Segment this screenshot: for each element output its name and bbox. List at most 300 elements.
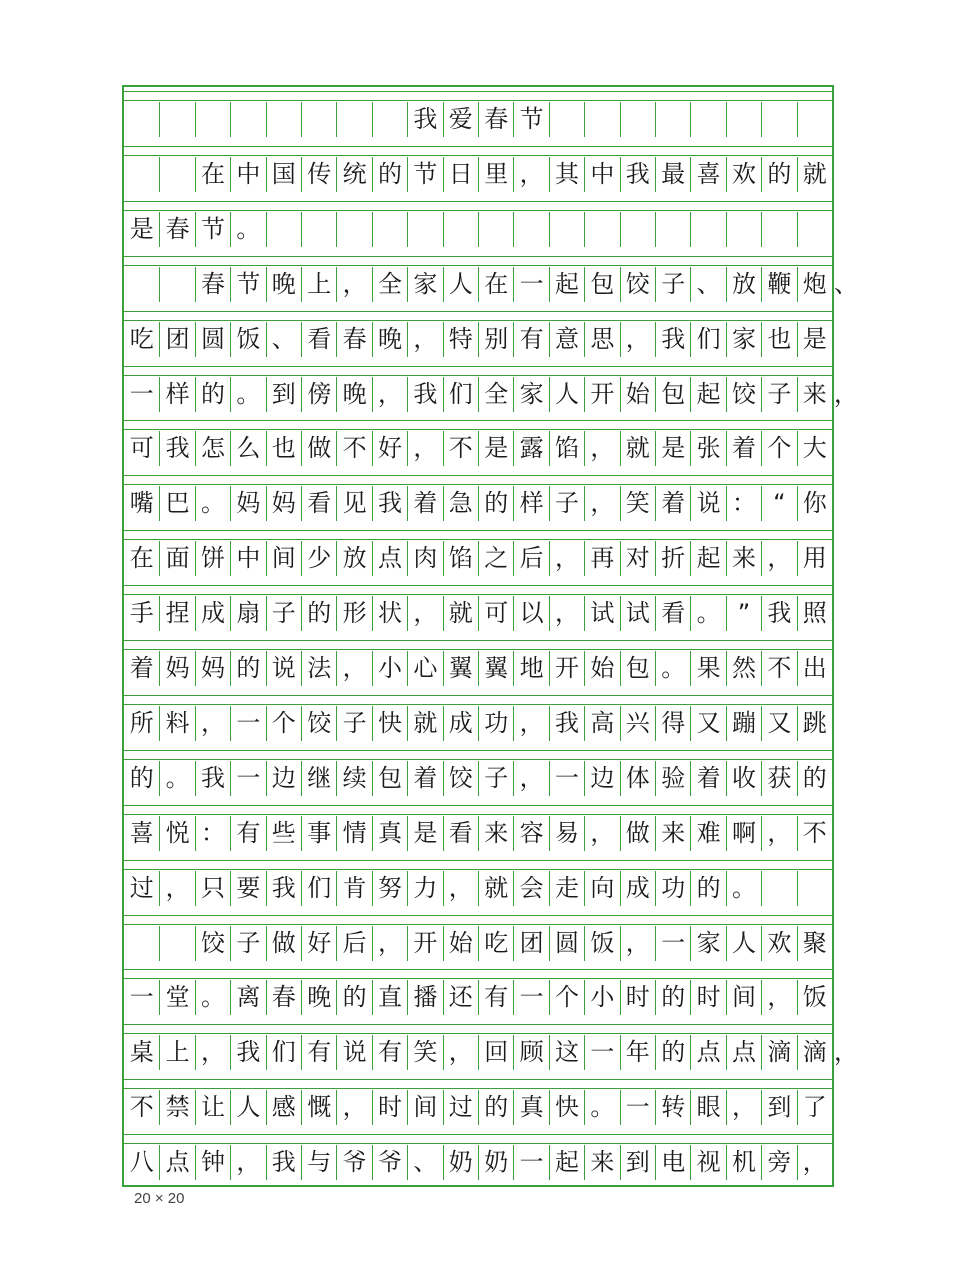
grid-cell: 看 bbox=[301, 322, 336, 357]
grid-cell: 出 bbox=[797, 651, 832, 686]
grid-cell: 张 bbox=[690, 431, 725, 466]
grid-spacer-row bbox=[124, 201, 832, 211]
grid-cell: 有 bbox=[372, 1035, 407, 1070]
grid-cell: 手 bbox=[129, 599, 154, 628]
grid-cell: 是 bbox=[655, 431, 690, 466]
grid-cell: 起 bbox=[690, 541, 725, 576]
grid-cell: ， bbox=[195, 1035, 230, 1070]
grid-cell: ， bbox=[230, 1145, 265, 1180]
grid-cell: 的 bbox=[195, 377, 230, 412]
grid-cell: 果 bbox=[690, 651, 725, 686]
grid-cell: 快 bbox=[549, 1090, 584, 1125]
grid-cell: ， bbox=[584, 816, 619, 851]
grid-cell: 力 bbox=[407, 871, 442, 906]
grid-cell: 怎 bbox=[195, 431, 230, 466]
grid-cell: 好 bbox=[372, 431, 407, 466]
grid-cell: 们 bbox=[443, 377, 478, 412]
grid-cell: 喜 bbox=[690, 157, 725, 192]
grid-cell bbox=[336, 212, 371, 247]
grid-cell: 。 bbox=[195, 980, 230, 1015]
grid-cell: 。 bbox=[726, 871, 761, 906]
grid-cell: 继 bbox=[301, 761, 336, 796]
grid-cell: 大 bbox=[797, 431, 832, 466]
grid-cell: 机 bbox=[726, 1145, 761, 1180]
grid-cell: 鞭 bbox=[761, 267, 796, 302]
grid-cell: 着 bbox=[407, 486, 442, 521]
grid-cell: 上 bbox=[159, 1035, 194, 1070]
grid-text-row bbox=[124, 486, 832, 521]
grid-cell: 爱 bbox=[443, 102, 478, 137]
grid-cell: 节 bbox=[230, 267, 265, 302]
grid-cell: 一 bbox=[513, 980, 548, 1015]
grid-cell: 家 bbox=[407, 267, 442, 302]
grid-cell: 我 bbox=[372, 486, 407, 521]
grid-cell: 翼 bbox=[478, 651, 513, 686]
grid-cell: 悦 bbox=[159, 816, 194, 851]
grid-cell: ” bbox=[726, 596, 761, 631]
grid-cell: 续 bbox=[336, 761, 371, 796]
grid-cell: 起 bbox=[690, 377, 725, 412]
grid-cell: 。 bbox=[230, 377, 265, 412]
grid-cell bbox=[159, 102, 194, 137]
grid-spacer-row bbox=[124, 915, 832, 925]
grid-cell bbox=[620, 212, 655, 247]
grid-cell: 饺 bbox=[443, 761, 478, 796]
grid-spacer-row bbox=[124, 256, 832, 266]
grid-cell: 饭 bbox=[230, 322, 265, 357]
grid-cell: 意 bbox=[549, 322, 584, 357]
grid-cell: 起 bbox=[549, 267, 584, 302]
grid-cell: 点 bbox=[690, 1035, 725, 1070]
grid-cell: 、 bbox=[690, 267, 725, 302]
grid-cell: 离 bbox=[230, 980, 265, 1015]
grid-cell bbox=[620, 102, 655, 137]
grid-cell: 节 bbox=[407, 157, 442, 192]
grid-cell bbox=[655, 212, 690, 247]
grid-cell: 我 bbox=[761, 596, 796, 631]
grid-cell: ， bbox=[797, 1145, 832, 1180]
grid-cell: 馅 bbox=[549, 431, 584, 466]
grid-cell: 做 bbox=[266, 926, 301, 961]
grid-cell: 样 bbox=[159, 377, 194, 412]
grid-cell: 后 bbox=[513, 541, 548, 576]
grid-cell: 就 bbox=[443, 596, 478, 631]
grid-cell: 炮 bbox=[797, 267, 832, 302]
grid-cell bbox=[124, 157, 159, 192]
grid-cell: 有 bbox=[513, 322, 548, 357]
grid-cell: 功 bbox=[478, 706, 513, 741]
grid-cell: 。 bbox=[159, 761, 194, 796]
grid-text-row bbox=[124, 322, 832, 357]
grid-cell: 见 bbox=[336, 486, 371, 521]
grid-cell: 试 bbox=[620, 596, 655, 631]
grid-cell: 点 bbox=[372, 541, 407, 576]
grid-cell: 说 bbox=[266, 651, 301, 686]
grid-cell: 回 bbox=[478, 1035, 513, 1070]
grid-cell: 验 bbox=[655, 761, 690, 796]
grid-cell: 个 bbox=[266, 706, 301, 741]
grid-cell: 一 bbox=[129, 379, 154, 408]
grid-cell: 节 bbox=[195, 212, 230, 247]
grid-cell: 我 bbox=[230, 1035, 265, 1070]
grid-cell bbox=[761, 102, 796, 137]
grid-cell: ， bbox=[407, 596, 442, 631]
grid-cell bbox=[230, 102, 265, 137]
grid-cell: 的 bbox=[230, 651, 265, 686]
grid-cell: 放 bbox=[336, 541, 371, 576]
grid-cell: 里 bbox=[478, 157, 513, 192]
grid-cell: 上 bbox=[301, 267, 336, 302]
grid-cell: 年 bbox=[620, 1035, 655, 1070]
grid-cell: 子 bbox=[761, 377, 796, 412]
grid-cell: 捏 bbox=[159, 596, 194, 631]
grid-cell: 收 bbox=[726, 761, 761, 796]
grid-cell bbox=[266, 102, 301, 137]
grid-cell bbox=[372, 212, 407, 247]
grid-cell bbox=[407, 212, 442, 247]
grid-cell: 子 bbox=[230, 926, 265, 961]
grid-text-row bbox=[124, 1035, 858, 1070]
grid-cell: 饺 bbox=[195, 926, 230, 961]
grid-cell: 真 bbox=[372, 816, 407, 851]
grid-cell: 料 bbox=[159, 706, 194, 741]
grid-cell: 春 bbox=[159, 212, 194, 247]
grid-cell bbox=[336, 102, 371, 137]
grid-cell: 后 bbox=[336, 926, 371, 961]
grid-cell: 的 bbox=[336, 980, 371, 1015]
grid-cell: 春 bbox=[195, 267, 230, 302]
grid-cell: 人 bbox=[443, 267, 478, 302]
grid-cell: 圆 bbox=[549, 926, 584, 961]
grid-text-row bbox=[124, 651, 832, 686]
grid-cell: 始 bbox=[584, 651, 619, 686]
grid-text-row bbox=[124, 377, 858, 412]
grid-cell bbox=[584, 212, 619, 247]
grid-text-row bbox=[124, 761, 832, 796]
grid-spacer-row bbox=[124, 805, 832, 815]
grid-cell: 一 bbox=[230, 761, 265, 796]
grid-cell: 一 bbox=[549, 761, 584, 796]
grid-spacer-row bbox=[124, 91, 832, 101]
grid-cell: 的 bbox=[478, 486, 513, 521]
grid-cell: 看 bbox=[301, 486, 336, 521]
grid-cell: 这 bbox=[549, 1035, 584, 1070]
grid-cell: ， bbox=[336, 1090, 371, 1125]
grid-cell: ， bbox=[584, 486, 619, 521]
grid-cell: 走 bbox=[549, 871, 584, 906]
grid-cell: 全 bbox=[372, 267, 407, 302]
grid-text-row bbox=[124, 541, 832, 576]
grid-cell: 就 bbox=[620, 431, 655, 466]
grid-cell: 的 bbox=[761, 157, 796, 192]
grid-cell: 慨 bbox=[301, 1090, 336, 1125]
grid-cell: 奶 bbox=[478, 1145, 513, 1180]
grid-cell bbox=[301, 212, 336, 247]
grid-cell: 你 bbox=[797, 486, 832, 521]
grid-cell: ， bbox=[513, 706, 548, 741]
grid-cell: 心 bbox=[407, 651, 442, 686]
grid-cell: 最 bbox=[655, 157, 690, 192]
grid-cell: 一 bbox=[655, 926, 690, 961]
grid-cell bbox=[797, 871, 832, 906]
grid-text-row bbox=[124, 212, 832, 247]
grid-cell: 照 bbox=[797, 596, 832, 631]
grid-cell: 真 bbox=[513, 1090, 548, 1125]
grid-cell: 我 bbox=[407, 377, 442, 412]
grid-text-row bbox=[124, 816, 832, 851]
grid-cell: 中 bbox=[230, 157, 265, 192]
grid-cell: 是 bbox=[407, 816, 442, 851]
grid-cell: 。 bbox=[690, 596, 725, 631]
grid-cell: 中 bbox=[230, 541, 265, 576]
grid-cell: 得 bbox=[655, 706, 690, 741]
grid-cell: 统 bbox=[336, 157, 371, 192]
grid-cell: 滴 bbox=[797, 1035, 832, 1070]
grid-cell: 的 bbox=[129, 763, 154, 792]
grid-cell: 妈 bbox=[266, 486, 301, 521]
grid-cell: 、 bbox=[266, 322, 301, 357]
grid-spacer-row bbox=[124, 146, 832, 156]
grid-cell: 是 bbox=[129, 214, 154, 243]
grid-cell bbox=[549, 102, 584, 137]
grid-cell: 子 bbox=[336, 706, 371, 741]
grid-cell: 间 bbox=[726, 980, 761, 1015]
grid-cell: 在 bbox=[129, 544, 154, 573]
grid-text-row bbox=[124, 980, 832, 1015]
grid-cell: 快 bbox=[372, 706, 407, 741]
grid-cell: 我 bbox=[407, 102, 442, 137]
grid-cell: 眼 bbox=[690, 1090, 725, 1125]
grid-cell bbox=[797, 212, 832, 247]
grid-cell: 转 bbox=[655, 1090, 690, 1125]
grid-cell: 也 bbox=[761, 322, 796, 357]
grid-cell: 时 bbox=[690, 980, 725, 1015]
grid-text-row bbox=[124, 267, 858, 302]
grid-cell: 着 bbox=[655, 486, 690, 521]
grid-cell: ， bbox=[159, 871, 194, 906]
grid-cell: 的 bbox=[372, 157, 407, 192]
grid-cell: 欢 bbox=[726, 157, 761, 192]
grid-cell: 所 bbox=[129, 708, 154, 737]
grid-cell: 个 bbox=[549, 980, 584, 1015]
grid-cell: 起 bbox=[549, 1145, 584, 1180]
grid-cell: 点 bbox=[159, 1145, 194, 1180]
grid-spacer-row bbox=[124, 969, 832, 979]
grid-cell: 妈 bbox=[195, 651, 230, 686]
grid-cell: 小 bbox=[584, 980, 619, 1015]
grid-cell: 到 bbox=[266, 377, 301, 412]
grid-cell: 人 bbox=[726, 926, 761, 961]
grid-cell: 易 bbox=[549, 816, 584, 851]
grid-cell: 高 bbox=[584, 706, 619, 741]
grid-spacer-row bbox=[124, 585, 832, 595]
grid-cell: 边 bbox=[584, 761, 619, 796]
grid-cell: 来 bbox=[797, 377, 832, 412]
grid-spacer-row bbox=[124, 695, 832, 705]
grid-cell: 做 bbox=[301, 431, 336, 466]
grid-text-row bbox=[124, 1145, 832, 1180]
grid-cell: 感 bbox=[266, 1090, 301, 1125]
grid-cell: 些 bbox=[266, 816, 301, 851]
grid-cell: 着 bbox=[407, 761, 442, 796]
grid-cell: 春 bbox=[336, 322, 371, 357]
grid-cell: 不 bbox=[336, 431, 371, 466]
grid-cell: 法 bbox=[301, 651, 336, 686]
grid-cell: ， bbox=[620, 322, 655, 357]
grid-cell: “ bbox=[761, 486, 796, 521]
grid-cell: 国 bbox=[266, 157, 301, 192]
grid-cell: 啊 bbox=[726, 816, 761, 851]
grid-cell bbox=[690, 102, 725, 137]
overflow-punctuation: ， bbox=[834, 1038, 858, 1067]
grid-cell bbox=[726, 102, 761, 137]
grid-cell: 么 bbox=[230, 431, 265, 466]
grid-cell: 在 bbox=[195, 157, 230, 192]
grid-cell bbox=[159, 157, 194, 192]
grid-cell: 思 bbox=[584, 322, 619, 357]
grid-cell: 节 bbox=[513, 102, 548, 137]
grid-cell: 向 bbox=[584, 871, 619, 906]
grid-cell: 的 bbox=[655, 1035, 690, 1070]
grid-cell: 状 bbox=[372, 596, 407, 631]
grid-cell: 情 bbox=[336, 816, 371, 851]
grid-cell: 扇 bbox=[230, 596, 265, 631]
grid-cell: 过 bbox=[129, 873, 154, 902]
grid-cell: 对 bbox=[620, 541, 655, 576]
grid-cell: 翼 bbox=[443, 651, 478, 686]
grid-cell: 说 bbox=[336, 1035, 371, 1070]
grid-cell: 别 bbox=[478, 322, 513, 357]
grid-cell: 吃 bbox=[129, 324, 154, 353]
grid-cell: 晚 bbox=[372, 322, 407, 357]
grid-cell: 视 bbox=[690, 1145, 725, 1180]
grid-cell: 就 bbox=[407, 706, 442, 741]
grid-cell: 巴 bbox=[159, 486, 194, 521]
grid-cell: 功 bbox=[655, 871, 690, 906]
grid-cell: 到 bbox=[620, 1145, 655, 1180]
grid-cell: 开 bbox=[407, 926, 442, 961]
grid-cell: 我 bbox=[620, 157, 655, 192]
grid-cell: ， bbox=[549, 596, 584, 631]
grid-cell: 日 bbox=[443, 157, 478, 192]
grid-cell: 难 bbox=[690, 816, 725, 851]
grid-cell: 始 bbox=[620, 377, 655, 412]
grid-cell bbox=[761, 212, 796, 247]
grid-cell: 人 bbox=[549, 377, 584, 412]
grid-cell: ， bbox=[336, 651, 371, 686]
grid-cell: ， bbox=[761, 541, 796, 576]
grid-cell: 露 bbox=[513, 431, 548, 466]
grid-cell: 始 bbox=[443, 926, 478, 961]
grid-cell bbox=[513, 212, 548, 247]
grid-cell: 有 bbox=[230, 816, 265, 851]
grid-cell bbox=[372, 102, 407, 137]
grid-cell: 地 bbox=[513, 651, 548, 686]
grid-cell: 八 bbox=[129, 1148, 154, 1177]
grid-cell: 成 bbox=[620, 871, 655, 906]
grid-cell: 间 bbox=[407, 1090, 442, 1125]
grid-cell: 人 bbox=[230, 1090, 265, 1125]
grid-cell bbox=[159, 267, 194, 302]
grid-cell: 一 bbox=[513, 1145, 548, 1180]
grid-cell: 一 bbox=[584, 1035, 619, 1070]
grid-cell bbox=[655, 102, 690, 137]
grid-cell: ， bbox=[513, 157, 548, 192]
grid-cell: 就 bbox=[478, 871, 513, 906]
grid-cell: ， bbox=[549, 541, 584, 576]
grid-cell: 看 bbox=[655, 596, 690, 631]
grid-cell: 圆 bbox=[195, 322, 230, 357]
grid-cell: 我 bbox=[266, 1145, 301, 1180]
grid-cell: 包 bbox=[372, 761, 407, 796]
grid-spacer-row bbox=[124, 311, 832, 321]
grid-cell bbox=[690, 212, 725, 247]
grid-cell: 开 bbox=[549, 651, 584, 686]
grid-cell: 肉 bbox=[407, 541, 442, 576]
grid-cell: 可 bbox=[129, 434, 154, 463]
grid-cell: 体 bbox=[620, 761, 655, 796]
grid-cell: 容 bbox=[513, 816, 548, 851]
grid-cell: 旁 bbox=[761, 1145, 796, 1180]
grid-cell: 跳 bbox=[797, 706, 832, 741]
grid-spacer-row bbox=[124, 420, 832, 430]
grid-cell: 饺 bbox=[301, 706, 336, 741]
grid-cell: 过 bbox=[443, 1090, 478, 1125]
grid-cell: 还 bbox=[443, 980, 478, 1015]
grid-cell: 边 bbox=[266, 761, 301, 796]
grid-cell: 面 bbox=[159, 541, 194, 576]
grid-cell: 包 bbox=[620, 651, 655, 686]
grid-cell: 禁 bbox=[159, 1090, 194, 1125]
grid-cell: 不 bbox=[129, 1093, 154, 1122]
grid-cell bbox=[726, 212, 761, 247]
manuscript-grid-paper bbox=[122, 85, 858, 1187]
grid-cell: 兴 bbox=[620, 706, 655, 741]
grid-cell: ： bbox=[726, 486, 761, 521]
grid-text-row bbox=[124, 706, 832, 741]
grid-cell: 顾 bbox=[513, 1035, 548, 1070]
grid-cell: 说 bbox=[690, 486, 725, 521]
grid-spacer-row bbox=[124, 475, 832, 485]
grid-cell: 获 bbox=[761, 761, 796, 796]
grid-cell: 折 bbox=[655, 541, 690, 576]
grid-cell: 妈 bbox=[159, 651, 194, 686]
grid-cell: 只 bbox=[195, 871, 230, 906]
grid-cell: ， bbox=[372, 377, 407, 412]
grid-cell: 不 bbox=[761, 651, 796, 686]
grid-text-row bbox=[124, 431, 832, 466]
grid-cell: 着 bbox=[129, 654, 154, 682]
grid-cell: 滴 bbox=[761, 1035, 796, 1070]
grid-cell: 吃 bbox=[478, 926, 513, 961]
grid-cell: 中 bbox=[584, 157, 619, 192]
grid-cell: 直 bbox=[372, 980, 407, 1015]
grid-cell: 的 bbox=[655, 980, 690, 1015]
grid-cell: 又 bbox=[761, 706, 796, 741]
grid-cell: 着 bbox=[690, 761, 725, 796]
grid-cell: 奶 bbox=[443, 1145, 478, 1180]
grid-cell: 子 bbox=[266, 596, 301, 631]
grid-cell: 又 bbox=[690, 706, 725, 741]
grid-cell: 来 bbox=[726, 541, 761, 576]
grid-cell: 子 bbox=[655, 267, 690, 302]
grid-cell: 事 bbox=[301, 816, 336, 851]
grid-cell: 也 bbox=[266, 431, 301, 466]
grid-cell: 的 bbox=[478, 1090, 513, 1125]
grid-cell: 们 bbox=[266, 1035, 301, 1070]
grid-cell bbox=[301, 102, 336, 137]
grid-spacer-row bbox=[124, 530, 832, 540]
